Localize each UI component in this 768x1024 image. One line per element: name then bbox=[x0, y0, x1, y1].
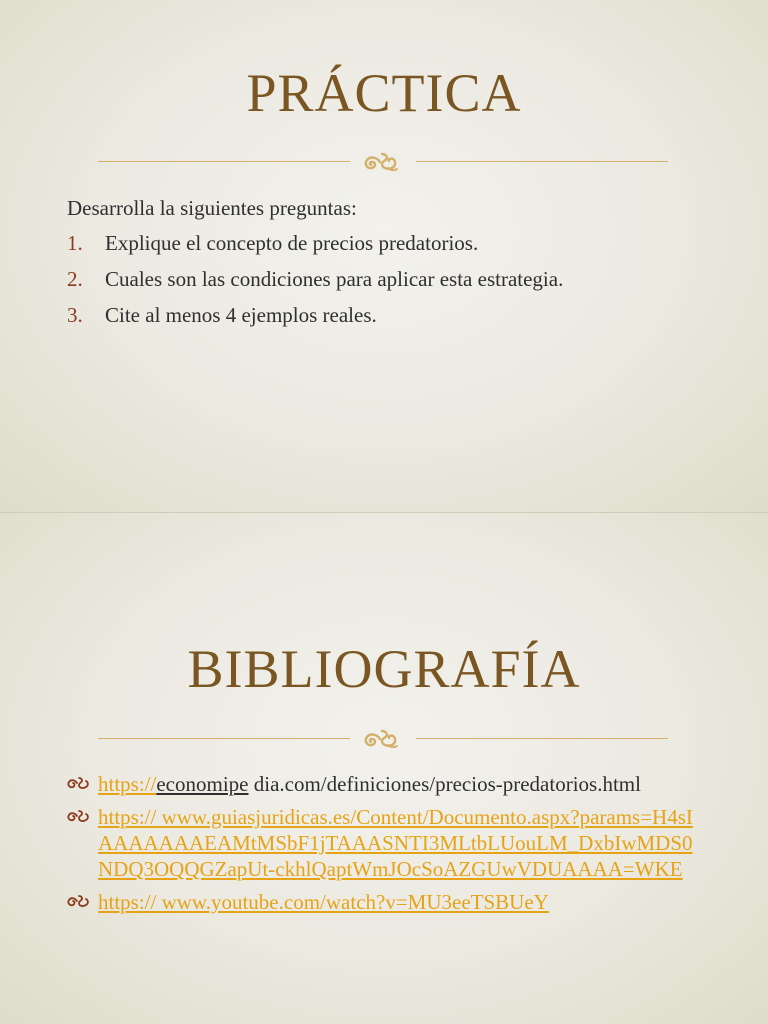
reference-link[interactable]: https:// www.guiasjuridicas.es/Content/Documento.aspx?params=H4sIAAAAAAAEAMtMSbF1jTAAASNTI3MLtbLUouLM_DxbIwMDS0NDQ3OQQGZapUt-ckhlQaptWmJOcSoAZGUwVDUAAAA=WKE bbox=[98, 805, 693, 881]
flourish-bullet-icon bbox=[66, 775, 92, 791]
list-item bbox=[66, 889, 706, 915]
slide-bibliografia bbox=[0, 512, 768, 1024]
list-number: 1. bbox=[67, 231, 83, 255]
flourish-ornament-icon bbox=[358, 725, 408, 753]
list-item bbox=[67, 300, 707, 331]
title-divider bbox=[98, 725, 668, 753]
slide-title: PRÁCTICA bbox=[246, 63, 522, 123]
list-item bbox=[67, 228, 707, 259]
flourish-bullet-icon bbox=[66, 808, 92, 824]
divider-line-right bbox=[416, 738, 668, 739]
slide-title: BIBLIOGRAFÍA bbox=[187, 639, 581, 699]
question-list bbox=[67, 228, 707, 336]
reference-text-underlined: economipe bbox=[156, 772, 249, 796]
reference-list bbox=[66, 771, 706, 922]
flourish-bullet-icon bbox=[66, 893, 92, 909]
divider-line-right bbox=[416, 161, 668, 162]
intro-text: Desarrolla la siguientes preguntas: bbox=[67, 196, 357, 220]
list-item-text: Cuales son las condiciones para aplicar esta estrategia. bbox=[105, 267, 564, 291]
title-divider bbox=[98, 148, 668, 176]
reference-link[interactable]: https:// www.youtube.com/watch?v=MU3eeTSBUeY bbox=[98, 890, 549, 914]
list-item bbox=[66, 771, 706, 797]
reference-text: dia.com/definiciones/precios-predatorios.html bbox=[248, 772, 641, 796]
flourish-ornament-icon bbox=[358, 148, 408, 176]
divider-line-left bbox=[98, 161, 350, 162]
list-item bbox=[66, 804, 706, 882]
list-item-text: Explique el concepto de precios predatorios. bbox=[105, 231, 479, 255]
reference-link[interactable]: https:// bbox=[98, 772, 157, 796]
list-number: 3. bbox=[67, 303, 83, 327]
list-item bbox=[67, 264, 707, 295]
list-item-text: Cite al menos 4 ejemplos reales. bbox=[105, 303, 377, 327]
list-number: 2. bbox=[67, 267, 83, 291]
divider-line-left bbox=[98, 738, 350, 739]
